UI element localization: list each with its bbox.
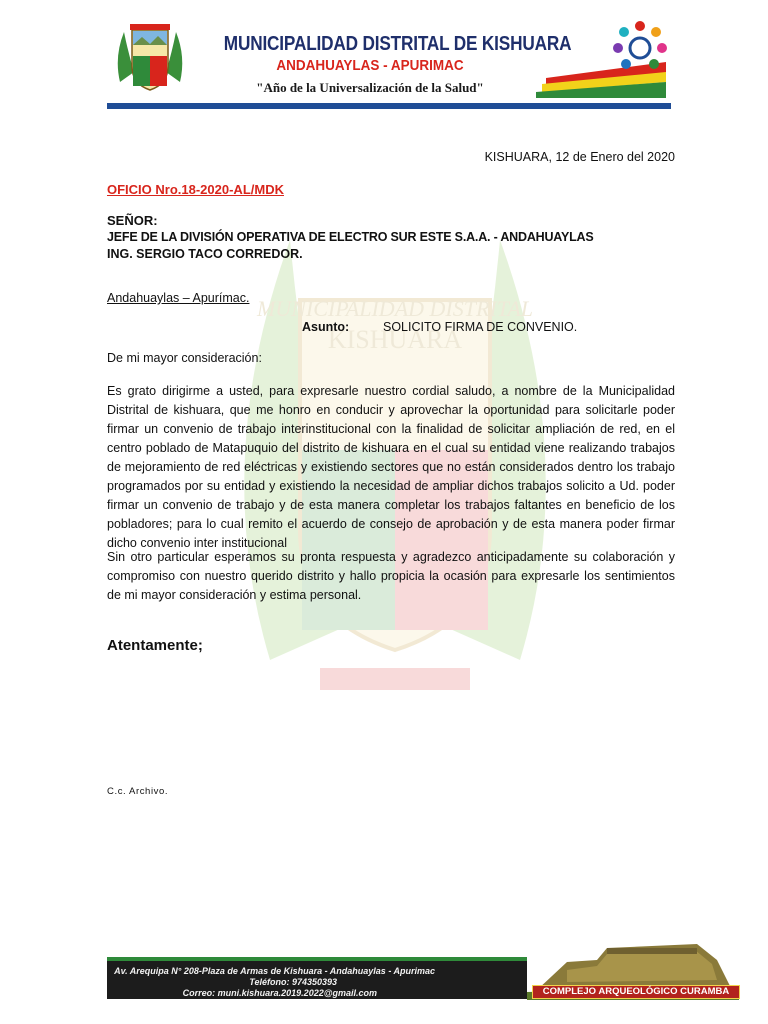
- municipal-crest-logo: [112, 22, 188, 94]
- letter-date: KISHUARA, 12 de Enero del 2020: [484, 150, 675, 164]
- carbon-copy-note: C.c. Archivo.: [107, 786, 169, 797]
- subject-value: SOLICITO FIRMA DE CONVENIO.: [383, 320, 578, 334]
- watermark-line-1: MUNICIPALIDAD DISTRITAL: [256, 296, 534, 321]
- subject-label: Asunto:: [302, 320, 350, 334]
- footer-email: Correo: muni.kishuara.2019.2022@gmail.com: [182, 988, 377, 998]
- archaeological-site-banner: COMPLEJO ARQUEOLÓGICO CURAMBA: [532, 985, 740, 999]
- salutation: SEÑOR:: [107, 213, 158, 228]
- footer-contact-bar: [107, 957, 527, 999]
- greeting: De mi mayor consideración:: [107, 351, 262, 365]
- document-reference: OFICIO Nro.18-2020-AL/MDK: [107, 182, 284, 197]
- recipient-title: JEFE DE LA DIVISIÓN OPERATIVA DE ELECTRO SUR ESTE S.A.A. - ANDAHUAYLAS: [107, 230, 594, 244]
- body-paragraph-1: Es grato dirigirme a usted, para expresarle nuestro cordial saludo, a nombre de la Municipalidad Distrital de kishuara, que me honro en conducir y aprovechar la oportunidad para solicitarle poder firmar un convenio de trabajo interinstitucional con la finalidad de solicitar ampliación de red, en el centro poblado de Matapuquio del distrito de kishuara en el cual su entidad viene realizando trabajos de mejoramiento de red eléctricas y existiendo sectores que no están considerados dentro los trabajo programados por su entidad y existiendo la necesidad de ampliar dichos trabajos solicito a Ud. poder firmar un convenio de trabajo y de esta manera completar los trabajos faltantes en beneficio de los pobladores; para lo cual remito el acuerdo de consejo de aprobación y de esta manera poder firmar dicho convenio inter institucional: [107, 384, 675, 550]
- closing: Atentamente;: [107, 637, 203, 654]
- body-paragraph-2: Sin otro particular esperamos su pronta respuesta y agradezco anticipadamente su colaboración y compromiso con nuestro querido distrito y hallo propicia la ocasión para expresarle los sentimientos de mi mayor consideración y estima personal.: [107, 550, 675, 602]
- year-motto: "Año de la Universalización de la Salud": [256, 80, 484, 95]
- municipality-title: MUNICIPALIDAD DISTRITAL DE KISHUARA: [223, 33, 572, 55]
- recipient-place: Andahuaylas – Apurímac.: [107, 291, 250, 305]
- footer-phone: Teléfono: 974350393: [249, 977, 337, 987]
- footer-address: Av. Arequipa N° 208-Plaza de Armas de Kishuara - Andahuaylas - Apurimac: [114, 966, 435, 976]
- header-rule: [107, 103, 671, 109]
- municipality-location: ANDAHUAYLAS - APURIMAC: [276, 57, 464, 74]
- partner-logo: [608, 18, 672, 94]
- recipient-name: ING. SERGIO TACO CORREDOR.: [107, 247, 303, 261]
- watermark-line-2: KISHUARA: [327, 325, 463, 354]
